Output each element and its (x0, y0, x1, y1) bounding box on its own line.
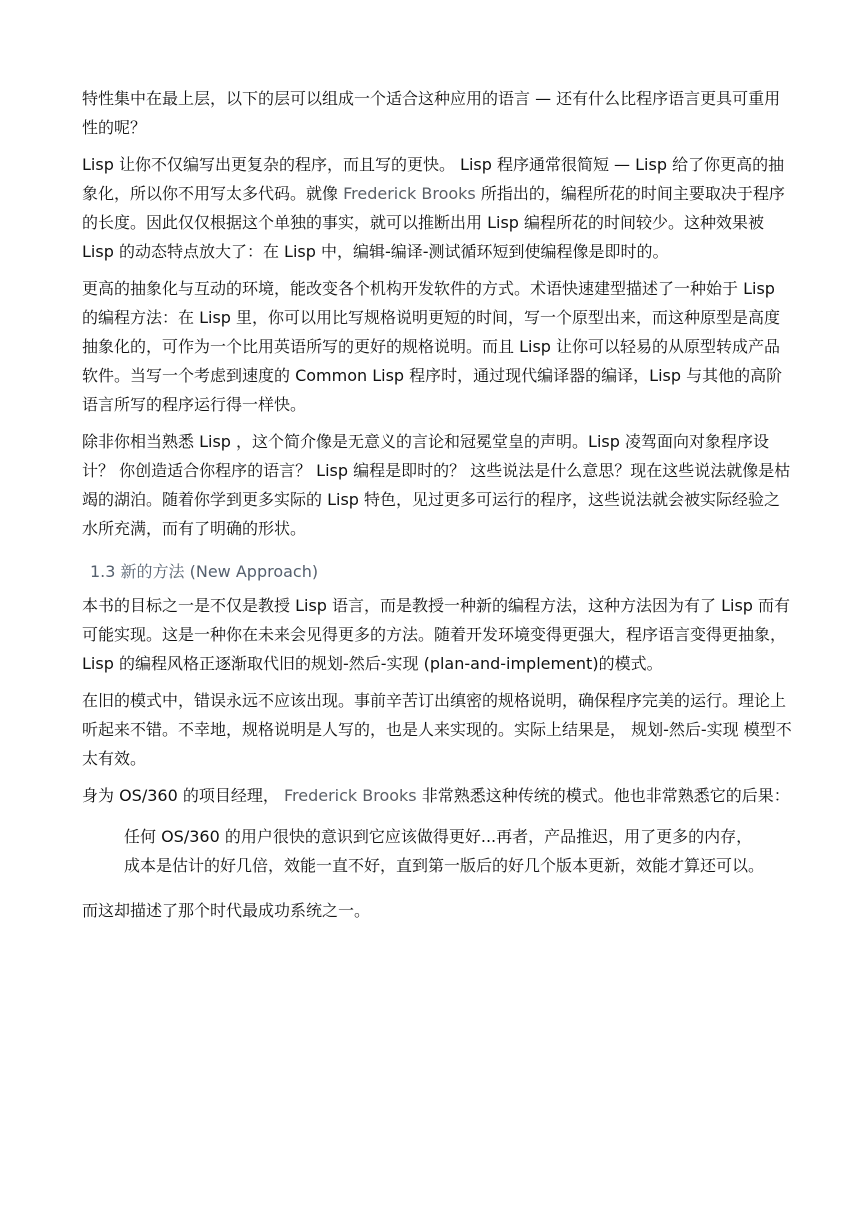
paragraph-text: Lisp 让你不仅编写出更复杂的程序，而且写的更快。 Lisp 程序通常很简短 — Lisp 给了你更高的抽象化，所以你不用写太多代码。就像 (82, 155, 785, 203)
document-page (82, 84, 794, 933)
paragraph-lisp-speed (82, 150, 794, 266)
author-name: Frederick Brooks (283, 786, 417, 805)
paragraph-reuse: 特性集中在最上层，以下的层可以组成一个适合这种应用的语言 — 还有什么比程序语言更具可重用性的呢？ (82, 89, 781, 137)
section-heading: 1.3 新的方法 (New Approach) (90, 562, 319, 581)
paragraph-new-approach: 本书的目标之一是不仅是教授 Lisp 语言，而是教授一种新的编程方法，这种方法因为有了 Lisp 而有可能实现。这是一种你在未来会见得更多的方法。随着开发环境变得更强大，程序语言变得更抽象， Lisp 的编程风格正逐渐取代旧的规划-然后-实现 (plan-and-implement)的模式。 (82, 596, 791, 673)
paragraph-text: 非常熟悉这种传统的模式。他也非常熟悉它的后果： (416, 786, 790, 805)
paragraph-text: 身为 OS/360 的项目经理， (82, 786, 284, 805)
paragraph-conclusion: 而这却描述了那个时代最成功系统之一。 (82, 901, 371, 920)
paragraph-old-model: 在旧的模式中，错误永远不应该出现。事前辛苦订出缜密的规格说明，确保程序完美的运行。理论上听起来不错。不幸地，规格说明是人写的，也是人来实现的。实际上结果是， 规划-然后-实现 模型不太有效。 (82, 691, 792, 768)
paragraph-abstraction: 更高的抽象化与互动的环境，能改变各个机构开发软件的方式。术语快速建型描述了一种始于 Lisp 的编程方法：在 Lisp 里，你可以用比写规格说明更短的时间，写一个原型出来，而这种原型是高度抽象化的，可作为一个比用英语所写的更好的规格说明。而且 Lisp 让你可以轻易的从原型转成产品软件。当写一个考虑到速度的 Common Lisp 程序时，通过现代编译器的编译，Lisp 与其他的高阶语言所写的程序运行得一样快。 (82, 279, 783, 414)
paragraph-brooks (82, 781, 794, 810)
paragraph-claims: 除非你相当熟悉 Lisp ，这个简介像是无意义的言论和冠冕堂皇的声明。Lisp 凌驾面向对象程序设计？ 你创造适合你程序的语言？ Lisp 编程是即时的？ 这些说法是什么意思？现在这些说法就像是枯竭的湖泊。随着你学到更多实际的 Lisp 特色，见过更多可运行的程序，这些说法就会被实际经验之水所充满，而有了明确的形状。 (82, 432, 791, 538)
quote-text: 任何 OS/360 的用户很快的意识到它应该做得更好...再者，产品推迟，用了更多的内存，成本是估计的好几倍，效能一直不好，直到第一版后的好几个版本更新，效能才算还可以。 (124, 827, 765, 875)
block-quote (124, 822, 764, 880)
paragraph-text: 所指出的，编程所花的时间主要取决于程序的长度。因此仅仅根据这个单独的事实，就可以推断出用 Lisp 编程所花的时间较少。这种效果被 Lisp 的动态特点放大了：在 Lisp 中，编辑-编译-测试循环短到使编程像是即时的。 (82, 184, 785, 261)
author-name: Frederick Brooks (343, 184, 476, 203)
